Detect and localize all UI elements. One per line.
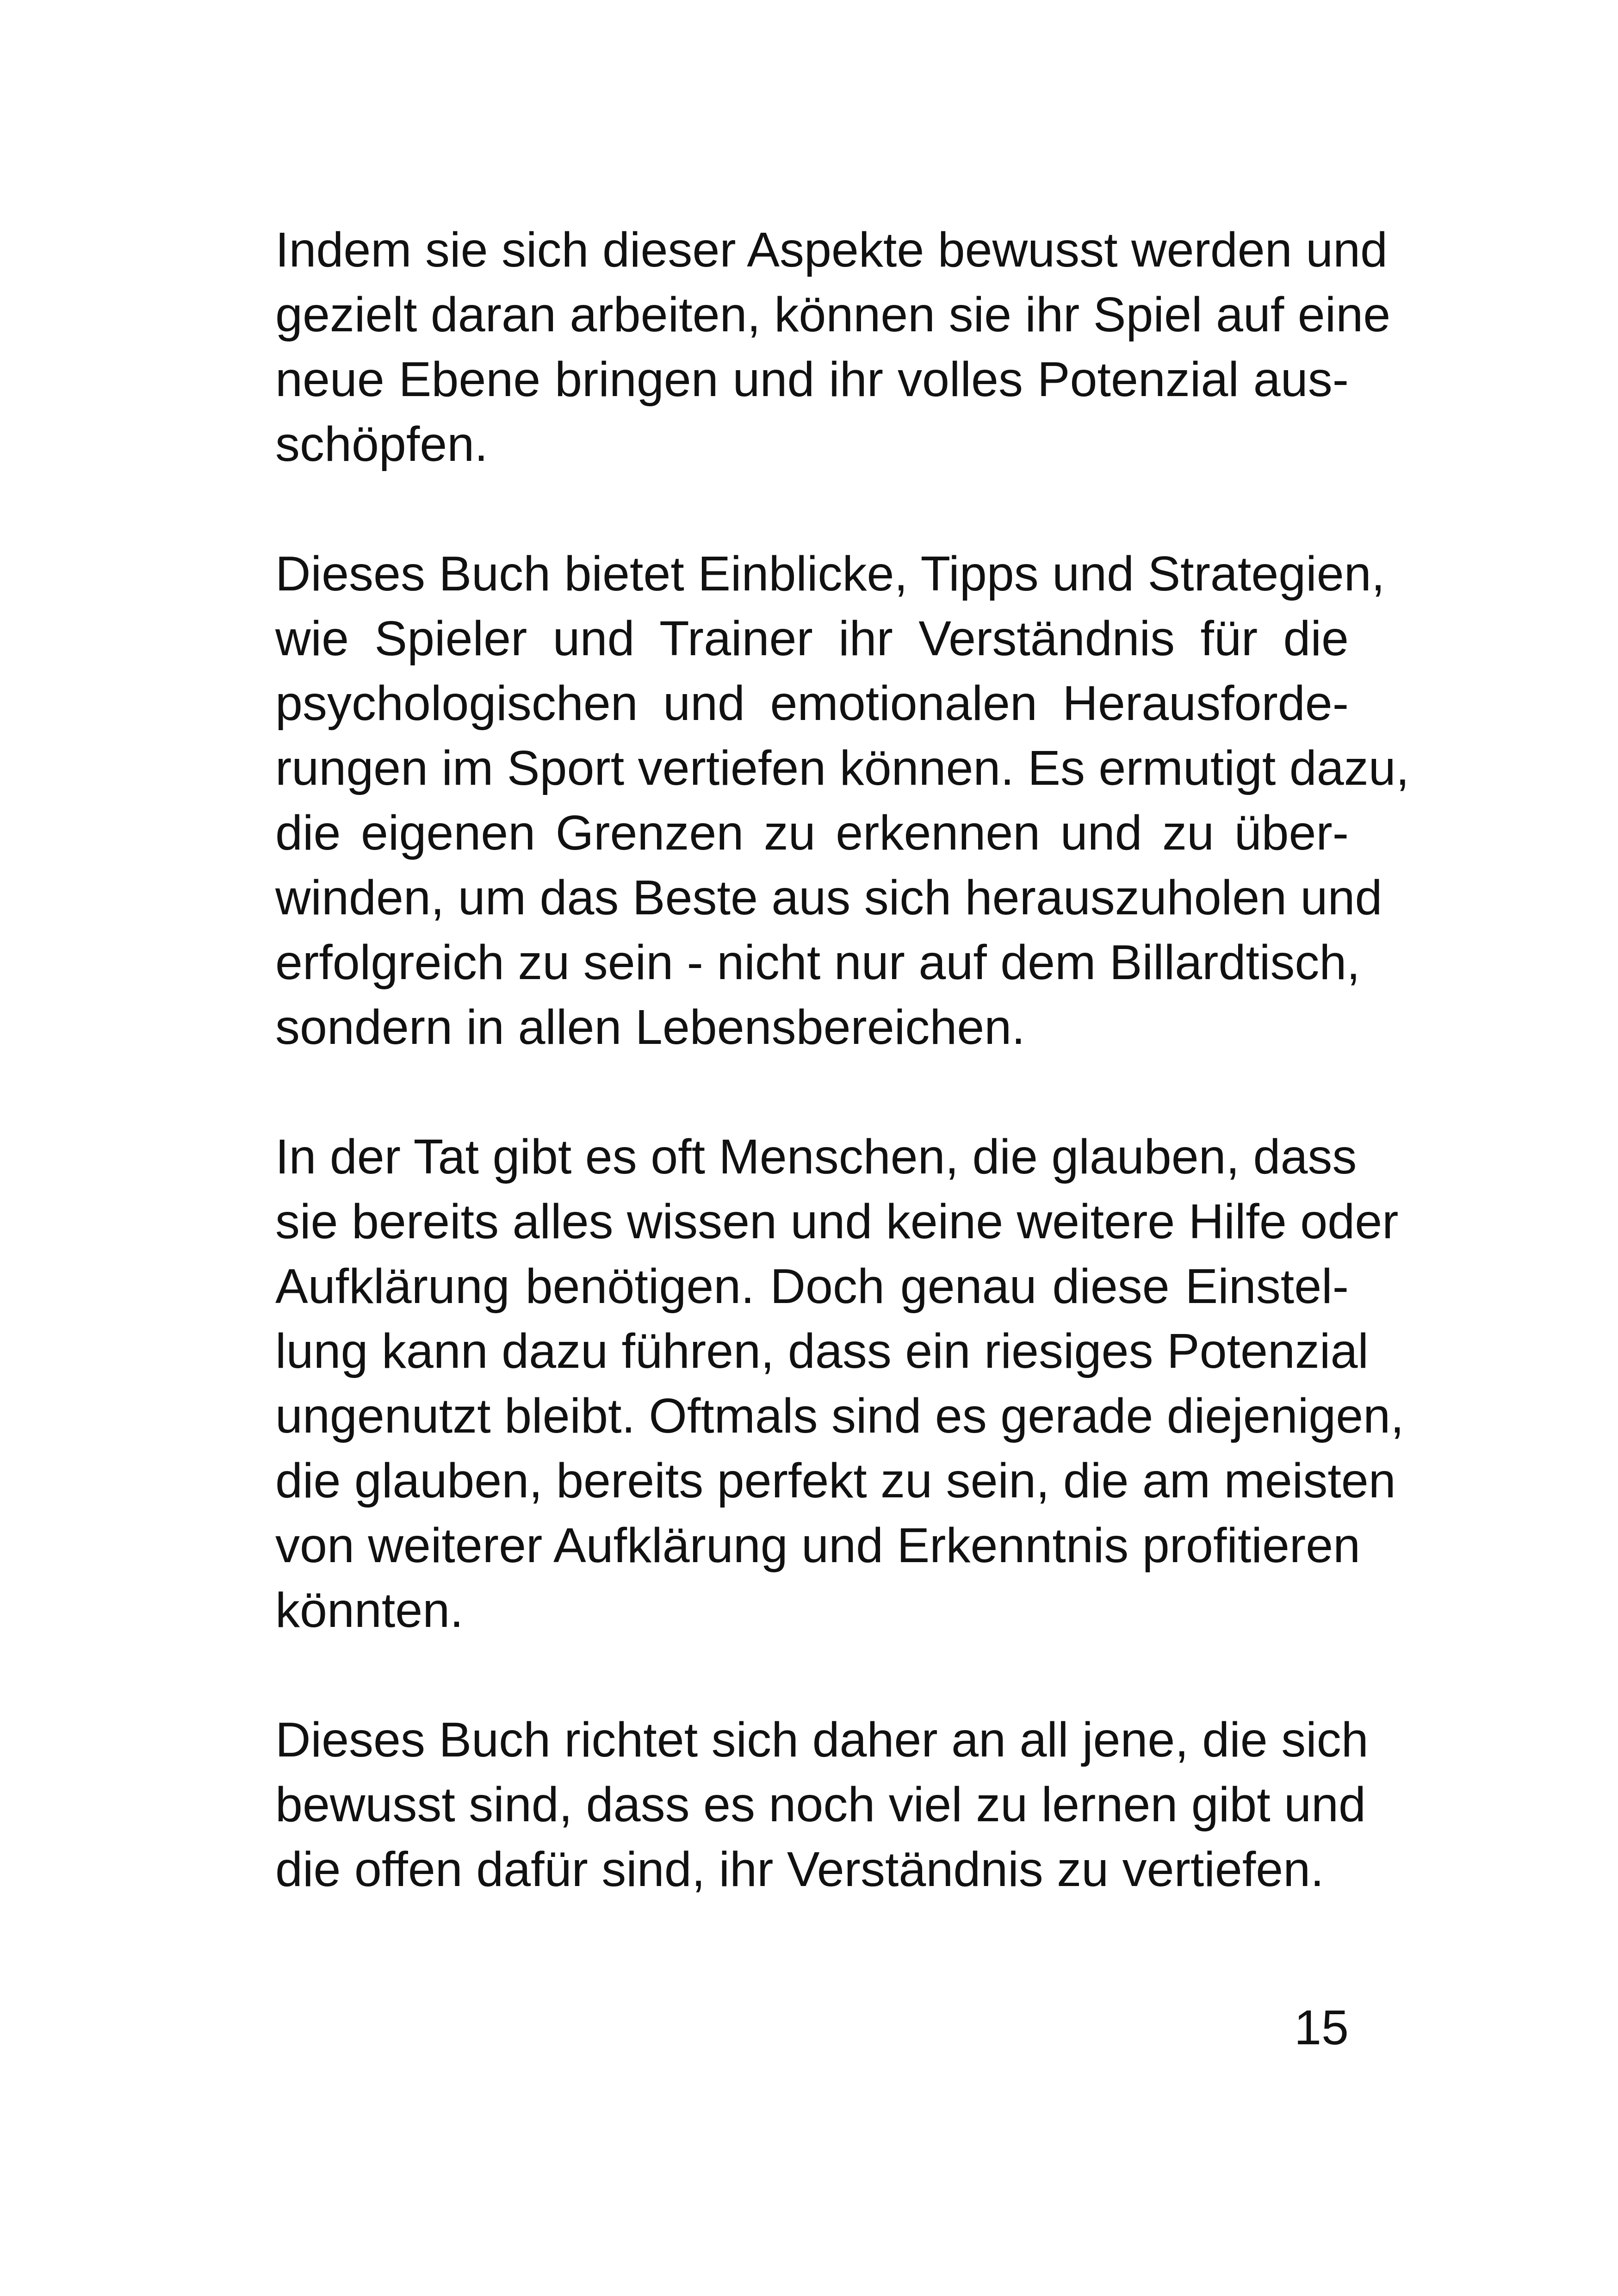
page-number: 15 [1294,2000,1349,2055]
text-line: psychologischen und emotionalen Herausforde- [275,676,1349,731]
text-line: ungenutzt bleibt. Oftmals sind es gerade diejenigen, [275,1389,1404,1443]
paragraph-1 [275,217,1391,477]
text-line: die eigenen Grenzen zu erkennen und zu über- [275,806,1349,860]
text-line: rungen im Sport vertiefen können. Es ermutigt dazu, [275,741,1410,795]
text-line: neue Ebene bringen und ihr volles Potenzial aus- [275,352,1349,407]
text-line: Dieses Buch bietet Einblicke, Tipps und Strategien, [275,546,1385,601]
text-line: schöpfen. [275,417,488,472]
text-line: Dieses Buch richtet sich daher an all jene, die sich [275,1713,1369,1767]
text-line: lung kann dazu führen, dass ein riesiges Potenzial [275,1324,1369,1378]
text-line: von weiterer Aufklärung und Erkenntnis profitieren [275,1518,1361,1573]
paragraph-4 [275,1707,1369,1902]
text-line: sie bereits alles wissen und keine weitere Hilfe oder [275,1194,1399,1249]
text-line: die glauben, bereits perfekt zu sein, die am meisten [275,1453,1396,1508]
text-line: Aufklärung benötigen. Doch genau diese Einstel- [275,1259,1349,1314]
text-line: gezielt daran arbeiten, können sie ihr Spiel auf eine [275,287,1391,342]
body-text [275,217,1410,1967]
text-line: winden, um das Beste aus sich herauszuholen und [275,870,1382,925]
text-line: die offen dafür sind, ihr Verständnis zu vertiefen. [275,1842,1324,1897]
text-line: bewusst sind, dass es noch viel zu lernen gibt und [275,1777,1366,1832]
text-line: sondern in allen Lebensbereichen. [275,1000,1025,1055]
text-line: wie Spieler und Trainer ihr Verständnis für die [275,611,1349,666]
text-line: Indem sie sich dieser Aspekte bewusst werden und [275,223,1388,277]
text-line: In der Tat gibt es oft Menschen, die glauben, dass [275,1129,1357,1184]
paragraph-2 [275,541,1410,1060]
paragraph-3 [275,1124,1404,1643]
text-line: erfolgreich zu sein - nicht nur auf dem Billardtisch, [275,935,1360,990]
text-line: könnten. [275,1583,464,1638]
